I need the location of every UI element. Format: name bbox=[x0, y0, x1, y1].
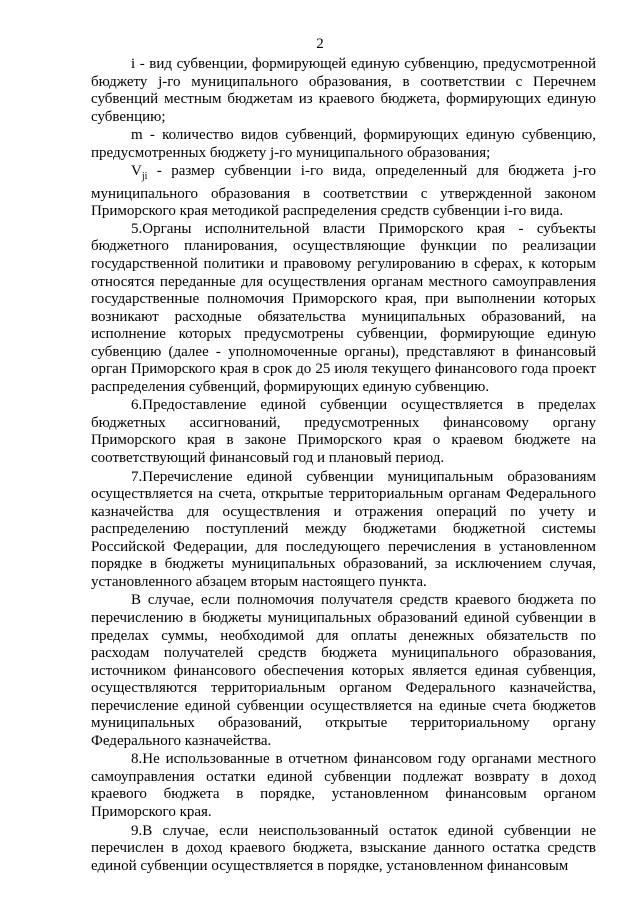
definition-i: i - вид субвенции, формирующей единую субвенцию, предусмотренной бюджету j-го муниципального образования, в соответствии с Перечнем субвенций местным бюджетам из краевого бюджета, формирующих единую субвенцию; bbox=[91, 56, 596, 125]
vji-subscript: ji bbox=[141, 171, 148, 183]
clause-6: 6.Предоставление единой субвенции осуществляется в пределах бюджетных ассигнований, предусмотренных финансовому органу Приморского края в законе Приморского края о краевом бюджете на соответствующий финансовый год и плановый период. bbox=[91, 397, 596, 467]
clause-9: 9.В случае, если неиспользованный остаток единой субвенции не перечислен в доход краевого бюджета, взыскание данного остатка средств единой субвенции осуществляется в порядке, установленном финансовым bbox=[91, 822, 596, 874]
vji-description: - размер субвенции i-го вида, определенный для бюджета j-го муниципального образования в соответствии с утвержденной законом Приморского края методикой распределения средств субвенции i-го вида. bbox=[91, 163, 596, 220]
clause-7-paragraph-2: В случае, если полномочия получателя средств краевого бюджета по перечислению в бюджеты муниципальных образований единой субвенции в пределах суммы, необходимой для оплаты денежных обязательств по расходам получателей средств бюджета муниципального образования, источником финансового обеспечения которых является единая субвенция, осуществляются территориальным органом Федерального казначейства, перечисление единой субвенции осуществляется на единые счета бюджетов муниципальных образований, открытые территориальному органу Федерального казначейства. bbox=[91, 592, 596, 749]
clause-8: 8.Не использованные в отчетном финансовом году органами местного самоуправления остатки единой субвенции подлежат возврату в доход краевого бюджета в порядке, установленном финансовым органом Приморского края. bbox=[91, 751, 596, 820]
clause-5: 5.Органы исполнительной власти Приморского края - субъекты бюджетного планирования, осуществляющие функции по реализации государственной политики и правовому регулированию в сферах, к которым относятся переданные для осуществления органам местного самоуправления государственные полномочия Приморского края, при выполнении которых возникают расходные обязательства муниципальных образований, на исполнение которых предусмотрены субвенции, формирующие единую субвенцию (далее - уполномоченные органы), представляют в финансовый орган Приморского края в срок до 25 июля текущего финансового года проект распределения субвенций, формирующих единую субвенцию. bbox=[91, 220, 596, 395]
document-body bbox=[91, 56, 596, 875]
clause-7: 7.Перечисление единой субвенции муниципальным образованиям осуществляется на счета, открытые территориальным органам Федерального казначейства для осуществления и отражения операций по учету и распределению поступлений между бюджетами бюджетной системы Российской Федерации, для последующего перечисления в установленном порядке в бюджеты муниципальных образований, за исключением случая, установленного абзацем вторым настоящего пункта. bbox=[91, 468, 596, 590]
definition-m: m - количество видов субвенций, формирующих единую субвенцию, предусмотренных бюджету j-го муниципального образования; bbox=[91, 127, 596, 161]
vji-symbol: V bbox=[131, 163, 142, 180]
page-number: 2 bbox=[316, 36, 324, 52]
definition-vji bbox=[91, 163, 596, 221]
